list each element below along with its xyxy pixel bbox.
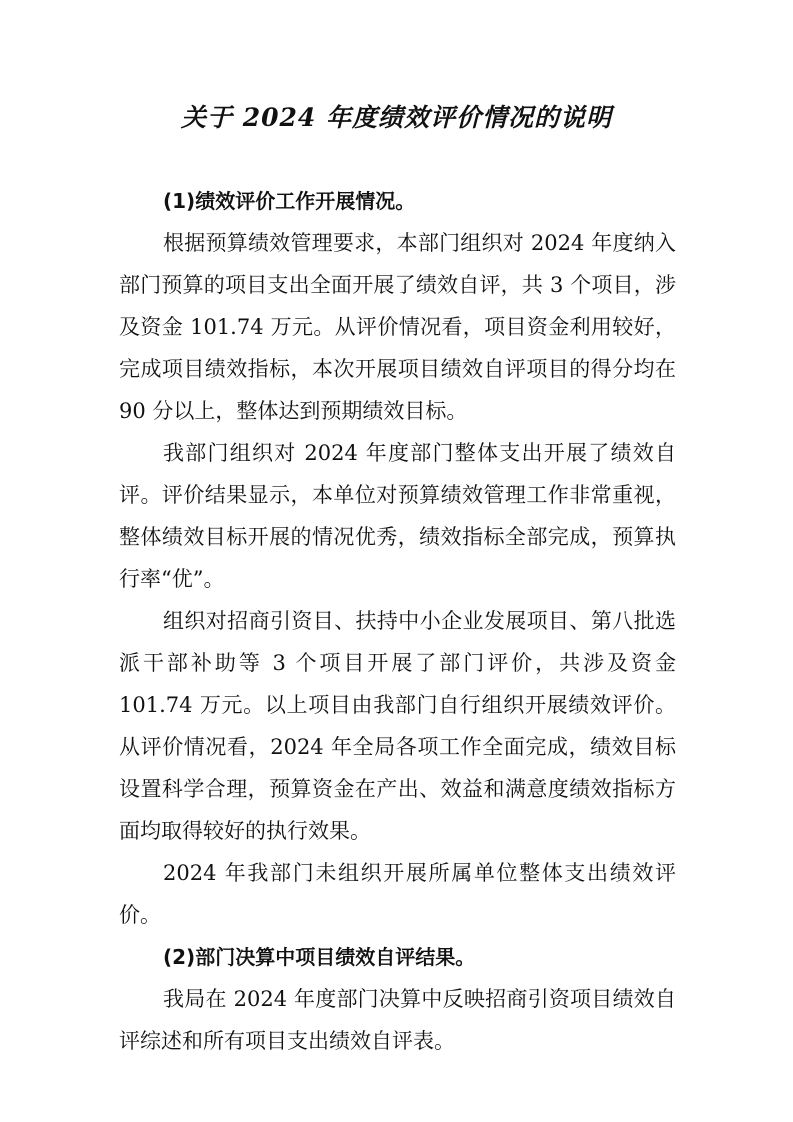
document-title: 关于 2024 年度绩效评价情况的说明 [181, 103, 612, 132]
paragraph: 根据预算绩效管理要求，本部门组织对 2024 年度纳入部门预算的项目支出全面开展了绩效自评，共 3 个项目，涉及资金 101.74 万元。从评价情况看，项目资金利用较好，完成项目绩效指标，本次开展项目绩效自评项目的得分均在 90 分以上，整体达到预期绩效目标。 [119, 231, 676, 423]
section-heading: (1)绩效评价工作开展情况。 [163, 189, 416, 213]
paragraph: 我部门组织对 2024 年度部门整体支出开展了绩效自评。评价结果显示，本单位对预算绩效管理工作非常重视，整体绩效目标开展的情况优秀，绩效指标全部完成，预算执行率“优”。 [119, 441, 676, 591]
paragraph: 组织对招商引资目、扶持中小企业发展项目、第八批选派干部补助等 3 个项目开展了部门评价，共涉及资金 101.74 万元。以上项目由我部门自行组织开展绩效评价。从评价情况看，2024 年全局各项工作全面完成，绩效目标设置科学合理，预算资金在产出、效益和满意度绩效指标方面均取得较好的执行效果。 [119, 609, 676, 843]
section-heading: (2)部门决算中项目绩效自评结果。 [163, 945, 476, 969]
paragraph: 2024 年我部门未组织开展所属单位整体支出绩效评价。 [119, 861, 676, 927]
paragraph: 我局在 2024 年度部门决算中反映招商引资项目绩效自评综述和所有项目支出绩效自评表。 [119, 987, 676, 1053]
document-body [119, 180, 676, 1062]
